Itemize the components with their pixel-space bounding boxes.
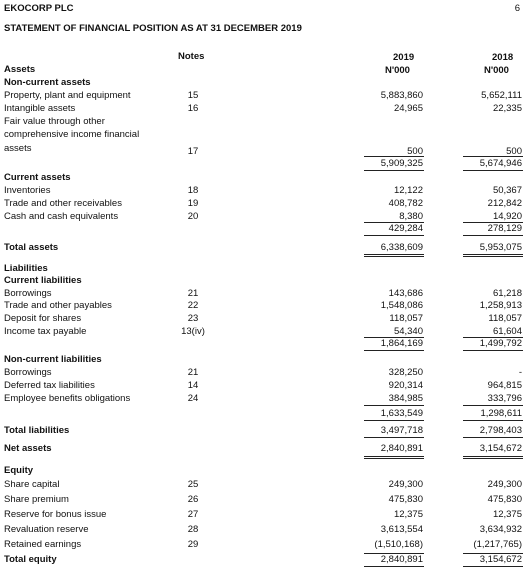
total-underline-2019 [364, 437, 424, 438]
row-value-2019-income-tax: 54,340 [393, 326, 423, 337]
row-value-2019-trade-receivables: 408,782 [388, 198, 423, 209]
row-value-2018-deposit-shares: 118,057 [488, 313, 522, 324]
row-label-net-assets: Net assets [4, 443, 52, 454]
subtotal-underline-2019 [364, 235, 424, 236]
subtotal-underline-2018 [463, 350, 523, 351]
page-number: 6 [514, 3, 520, 14]
row-value-2019-total-assets: 6,338,609 [380, 242, 423, 253]
row-value-2018-employee-benefits: 333,796 [487, 393, 522, 404]
row-label-employee-benefits: Employee benefits obligations [4, 393, 131, 404]
year-2018-header: 2018 [492, 52, 514, 63]
row-note-ppe: 15 [187, 90, 199, 101]
row-note-inventories: 18 [187, 185, 199, 196]
subtotal-line-2019 [364, 405, 424, 406]
row-note-deposit-shares: 23 [187, 313, 199, 324]
row-note-trade-payables: 22 [187, 300, 199, 311]
total-underline-2019 [364, 456, 424, 457]
row-label-income-tax: Income tax payable [4, 326, 87, 337]
ca-total-2019: 429,284 [388, 223, 423, 234]
row-value-2018-trade-receivables: 212,842 [487, 198, 522, 209]
subtotal-underline-2018 [463, 420, 523, 421]
total-underline-2019 [364, 254, 424, 255]
row-value-2018-net-assets: 3,154,672 [479, 443, 522, 454]
row-note-fvoci: 17 [187, 146, 199, 157]
row-value-2019-employee-benefits: 384,985 [388, 393, 423, 404]
row-value-2019-deposit-shares: 118,057 [389, 313, 423, 324]
ncl-total-2019: 1,633,549 [380, 408, 423, 419]
company-name: EKOCORP PLC [4, 3, 74, 14]
row-label-deferred-tax: Deferred tax liabilities [4, 380, 95, 391]
row-label-total-liabilities: Total liabilities [4, 425, 70, 436]
total-underline-2018 [463, 456, 523, 457]
row-label-fvoci-line2: comprehensive income financial [4, 129, 140, 140]
row-value-2019-total-liabilities: 3,497,718 [380, 425, 423, 436]
row-value-2019-total-equity: 2,840,891 [380, 554, 423, 565]
total-double-underline-2019 [364, 256, 424, 257]
row-value-2018-bonus-reserve: 12,375 [492, 509, 522, 520]
row-value-2018-total-assets: 5,953,075 [479, 242, 522, 253]
row-value-2019-ncl-borrowings: 328,250 [388, 367, 423, 378]
row-value-2019-revaluation: 3,613,554 [380, 524, 423, 535]
total-underline-2018 [463, 437, 523, 438]
row-value-2019-retained: (1,510,168) [374, 539, 423, 550]
row-label-trade-receivables: Trade and other receivables [4, 198, 122, 209]
row-value-2019-cl-borrowings: 143,686 [388, 288, 423, 299]
row-label-fvoci-line1: Fair value through other [4, 116, 105, 127]
row-label-total-assets: Total assets [4, 242, 59, 253]
row-value-2019-trade-payables: 1,548,086 [380, 300, 423, 311]
total-double-underline-2019 [364, 458, 424, 459]
row-label-trade-payables: Trade and other payables [4, 300, 112, 311]
row-value-2019-share-capital: 249,300 [388, 479, 423, 490]
row-value-2018-cash: 14,920 [492, 211, 522, 222]
row-value-2018-intangible: 22,335 [492, 103, 522, 114]
row-value-2018-total-equity: 3,154,672 [479, 554, 522, 565]
unit-2018-header: N'000 [484, 65, 509, 76]
row-note-ncl-borrowings: 21 [187, 367, 199, 378]
row-label-cash: Cash and cash equivalents [4, 211, 119, 222]
section-liabilities: Liabilities [4, 263, 48, 274]
row-value-2019-cash: 8,380 [399, 211, 423, 222]
row-label-ppe: Property, plant and equipment [4, 90, 131, 101]
nca-total-2019: 5,909,325 [380, 158, 423, 169]
row-note-retained: 29 [187, 539, 199, 550]
subtotal-underline-2018 [463, 170, 523, 171]
cl-total-2019: 1,864,169 [380, 338, 423, 349]
row-note-deferred-tax: 14 [187, 380, 199, 391]
subtotal-line-2019 [364, 156, 424, 157]
statement-title: STATEMENT OF FINANCIAL POSITION AS AT 31 DECEMBER 2019 [4, 23, 302, 34]
row-value-2019-ppe: 5,883,860 [380, 90, 423, 101]
section-assets: Assets [4, 64, 36, 75]
row-value-2019-inventories: 12,122 [393, 185, 423, 196]
section-equity: Equity [4, 465, 34, 476]
section-current-liabilities: Current liabilities [4, 275, 82, 286]
row-value-2018-deferred-tax: 964,815 [487, 380, 522, 391]
row-label-cl-borrowings: Borrowings [4, 288, 52, 299]
row-value-2019-deferred-tax: 920,314 [388, 380, 423, 391]
row-value-2018-ppe: 5,652,111 [481, 90, 522, 101]
row-label-revaluation: Revaluation reserve [4, 524, 89, 535]
row-label-inventories: Inventories [4, 185, 51, 196]
total-underline-2018 [463, 566, 523, 567]
row-value-2018-revaluation: 3,634,932 [479, 524, 522, 535]
row-label-total-equity: Total equity [4, 554, 57, 565]
row-value-2018-total-liabilities: 2,798,403 [479, 425, 522, 436]
total-underline-2018 [463, 254, 523, 255]
row-label-intangible: Intangible assets [4, 103, 76, 114]
row-note-revaluation: 28 [187, 524, 199, 535]
row-note-intangible: 16 [187, 103, 199, 114]
row-value-2019-fvoci: 500 [407, 146, 423, 157]
section-non-current-assets: Non-current assets [4, 77, 91, 88]
row-value-2018-inventories: 50,367 [492, 185, 522, 196]
row-label-share-premium: Share premium [4, 494, 69, 505]
ca-total-2018: 278,129 [487, 223, 522, 234]
row-value-2019-share-premium: 475,830 [388, 494, 423, 505]
section-non-current-liabilities: Non-current liabilities [4, 354, 102, 365]
subtotal-underline-2019 [364, 170, 424, 171]
row-value-2018-cl-borrowings: 61,218 [492, 288, 522, 299]
row-note-share-capital: 25 [187, 479, 199, 490]
total-double-underline-2018 [463, 458, 523, 459]
subtotal-line-2018 [463, 405, 523, 406]
nca-total-2018: 5,674,946 [479, 158, 522, 169]
row-label-share-capital: Share capital [4, 479, 60, 490]
total-underline-2019 [364, 566, 424, 567]
row-value-2018-share-premium: 475,830 [487, 494, 522, 505]
row-note-share-premium: 26 [187, 494, 199, 505]
row-note-trade-receivables: 19 [187, 198, 199, 209]
subtotal-underline-2018 [463, 235, 523, 236]
row-value-2018-trade-payables: 1,258,913 [479, 300, 522, 311]
total-double-underline-2018 [463, 256, 523, 257]
row-label-retained: Retained earnings [4, 539, 82, 550]
row-note-income-tax: 13(iv) [181, 326, 205, 337]
row-value-2018-income-tax: 61,604 [492, 326, 522, 337]
row-label-deposit-shares: Deposit for shares [4, 313, 82, 324]
row-value-2019-intangible: 24,965 [393, 103, 423, 114]
row-value-2019-net-assets: 2,840,891 [380, 443, 423, 454]
row-value-2018-share-capital: 249,300 [487, 479, 522, 490]
row-value-2018-ncl-borrowings: - [518, 367, 522, 378]
row-value-2018-retained: (1,217,765) [473, 539, 522, 550]
row-note-cash: 20 [187, 211, 199, 222]
subtotal-underline-2019 [364, 350, 424, 351]
row-value-2018-fvoci: 500 [506, 146, 522, 157]
unit-2019-header: N'000 [385, 65, 410, 76]
ncl-total-2018: 1,298,611 [480, 408, 522, 419]
subtotal-underline-2019 [364, 420, 424, 421]
year-2019-header: 2019 [393, 52, 415, 63]
row-note-employee-benefits: 24 [187, 393, 199, 404]
row-label-fvoci: assets [4, 143, 32, 154]
row-label-bonus-reserve: Reserve for bonus issue [4, 509, 107, 520]
section-current-assets: Current assets [4, 172, 71, 183]
row-note-bonus-reserve: 27 [187, 509, 199, 520]
row-note-cl-borrowings: 21 [187, 288, 199, 299]
subtotal-line-2018 [463, 156, 523, 157]
row-label-ncl-borrowings: Borrowings [4, 367, 52, 378]
notes-column-header: Notes [178, 51, 205, 62]
row-value-2019-bonus-reserve: 12,375 [393, 509, 423, 520]
cl-total-2018: 1,499,792 [479, 338, 522, 349]
